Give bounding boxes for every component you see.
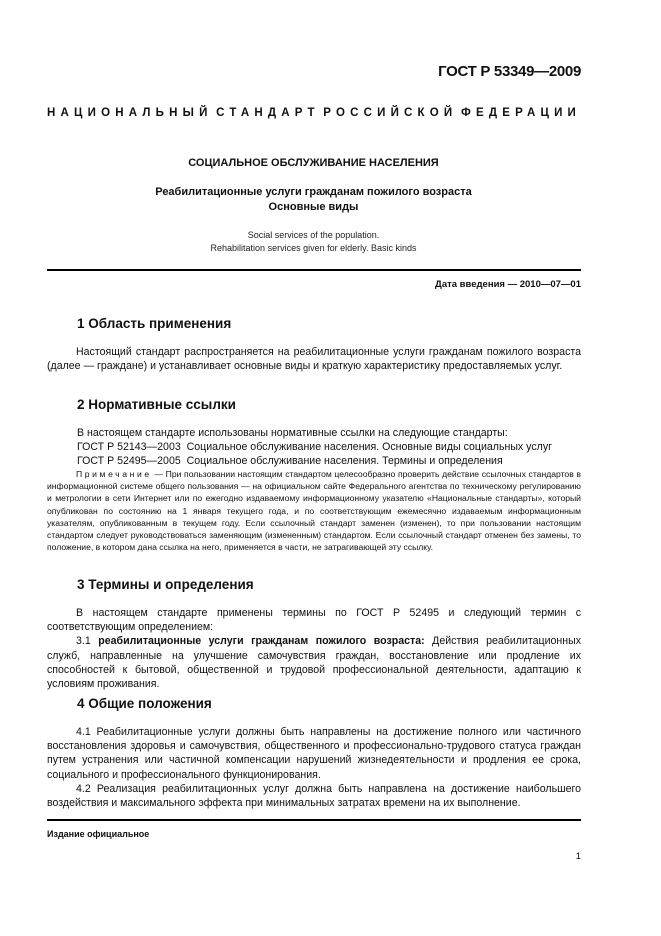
- term: реабилитационные услуги гражданам пожилого возраста:: [98, 635, 425, 648]
- note-text: — При пользовании настоящим стандартом целесообразно проверить действие ссылочных стандартов в информационной системе общего пользования — на официальном сайте Федерального агентства по техническому регулированию и метрологии в сети Интернет или по ежегодно издаваемому информационному указателю «Национальные стандарты», который опубликован по состоянию на 1 января текущего года, и по соответствующим ежемесячно издаваемым информационным указателям, опубликованным в текущем году. Если ссылочный стандарт заменен (изменен), то при пользовании настоящим стандартом следует руководствоваться заменяющим (измененным) стандартом. Если ссылочный стандарт отменен без замены, то положение, в котором дана ссылка на него, применяется в части, не затрагивающей эту ссылку.: [47, 469, 581, 553]
- term-number: 3.1: [76, 635, 99, 648]
- paragraph: В настоящем стандарте использованы нормативные ссылки на следующие стандарты:: [77, 427, 508, 439]
- official-edition-label: Издание официальное: [47, 829, 150, 839]
- reference-item: ГОСТ Р 52495—2005 Социальное обслуживание населения. Термины и определения: [77, 455, 503, 468]
- banner-word: СТАНДАРТ: [216, 107, 320, 119]
- document-subtitle: [47, 185, 580, 215]
- document-number: ГОСТ Р 53349—2009: [438, 63, 581, 80]
- paragraph: 4.2 Реализация реабилитационных услуг должна быть направлена на достижение наибольшего воздействия и максимального эффекта при минимальных затратах времени на их выполнение.: [47, 782, 581, 810]
- banner-word: ФЕДЕРАЦИИ: [460, 107, 581, 119]
- section-4-heading: 4 Общие положения: [77, 696, 212, 711]
- section-2-body: [77, 426, 552, 469]
- section-3-heading: 3 Термины и определения: [77, 577, 254, 592]
- term-definition: [47, 634, 581, 691]
- section-2-heading: 2 Нормативные ссылки: [77, 397, 236, 412]
- section-4-body: [47, 725, 581, 810]
- english-title-line: Rehabilitation services given for elderly. Basic kinds: [210, 243, 417, 253]
- english-title-line: Social services of the population.: [247, 230, 380, 240]
- national-standard-banner: [47, 107, 581, 119]
- english-title: [47, 229, 580, 255]
- note-label: Примечание: [76, 469, 152, 479]
- section-2-note: [47, 468, 581, 553]
- banner-word: РОССИЙСКОЙ: [323, 107, 458, 119]
- header-divider: [47, 269, 581, 271]
- section-3-body: [47, 606, 581, 691]
- subtitle-line: Реабилитационные услуги гражданам пожилого возраста: [155, 186, 472, 198]
- footer-divider: [47, 819, 581, 821]
- subtitle-line: Основные виды: [268, 201, 359, 213]
- page-number: 1: [575, 851, 581, 862]
- section-1-body: [47, 345, 581, 373]
- reference-item: ГОСТ Р 52143—2003 Социальное обслуживание населения. Основные виды социальных услуг: [77, 441, 552, 454]
- banner-word: НАЦИОНАЛЬНЫЙ: [47, 107, 213, 119]
- paragraph: В настоящем стандарте применены термины по ГОСТ Р 52495 и следующий термин с соответствующим определением:: [47, 607, 581, 634]
- section-1-heading: 1 Область применения: [77, 316, 232, 331]
- document-title: СОЦИАЛЬНОЕ ОБСЛУЖИВАНИЕ НАСЕЛЕНИЯ: [188, 157, 439, 169]
- paragraph: Настоящий стандарт распространяется на реабилитационные услуги гражданам пожилого возраста (далее — граждане) и устанавливает основные виды и краткую характеристику предоставляемых услуг.: [47, 346, 581, 373]
- definition: Действия реабилитационных служб, направленные на улучшение самочувствия граждан, восстановление или продление их способностей к бытовой, общественной и трудовой профессиональной деятельности, адаптацию к условиям проживания.: [47, 635, 581, 691]
- paragraph: 4.1 Реабилитационные услуги должны быть направлены на достижение полного или частичного восстановления здоровья и самочувствия, общественного и профессионально-трудового статуса граждан путем устранения или частичной компенсации нарушений жизнедеятельности и продления ее срока, социального и профессионального функционирования.: [47, 726, 581, 781]
- introduction-date: Дата введения — 2010—07—01: [435, 279, 581, 290]
